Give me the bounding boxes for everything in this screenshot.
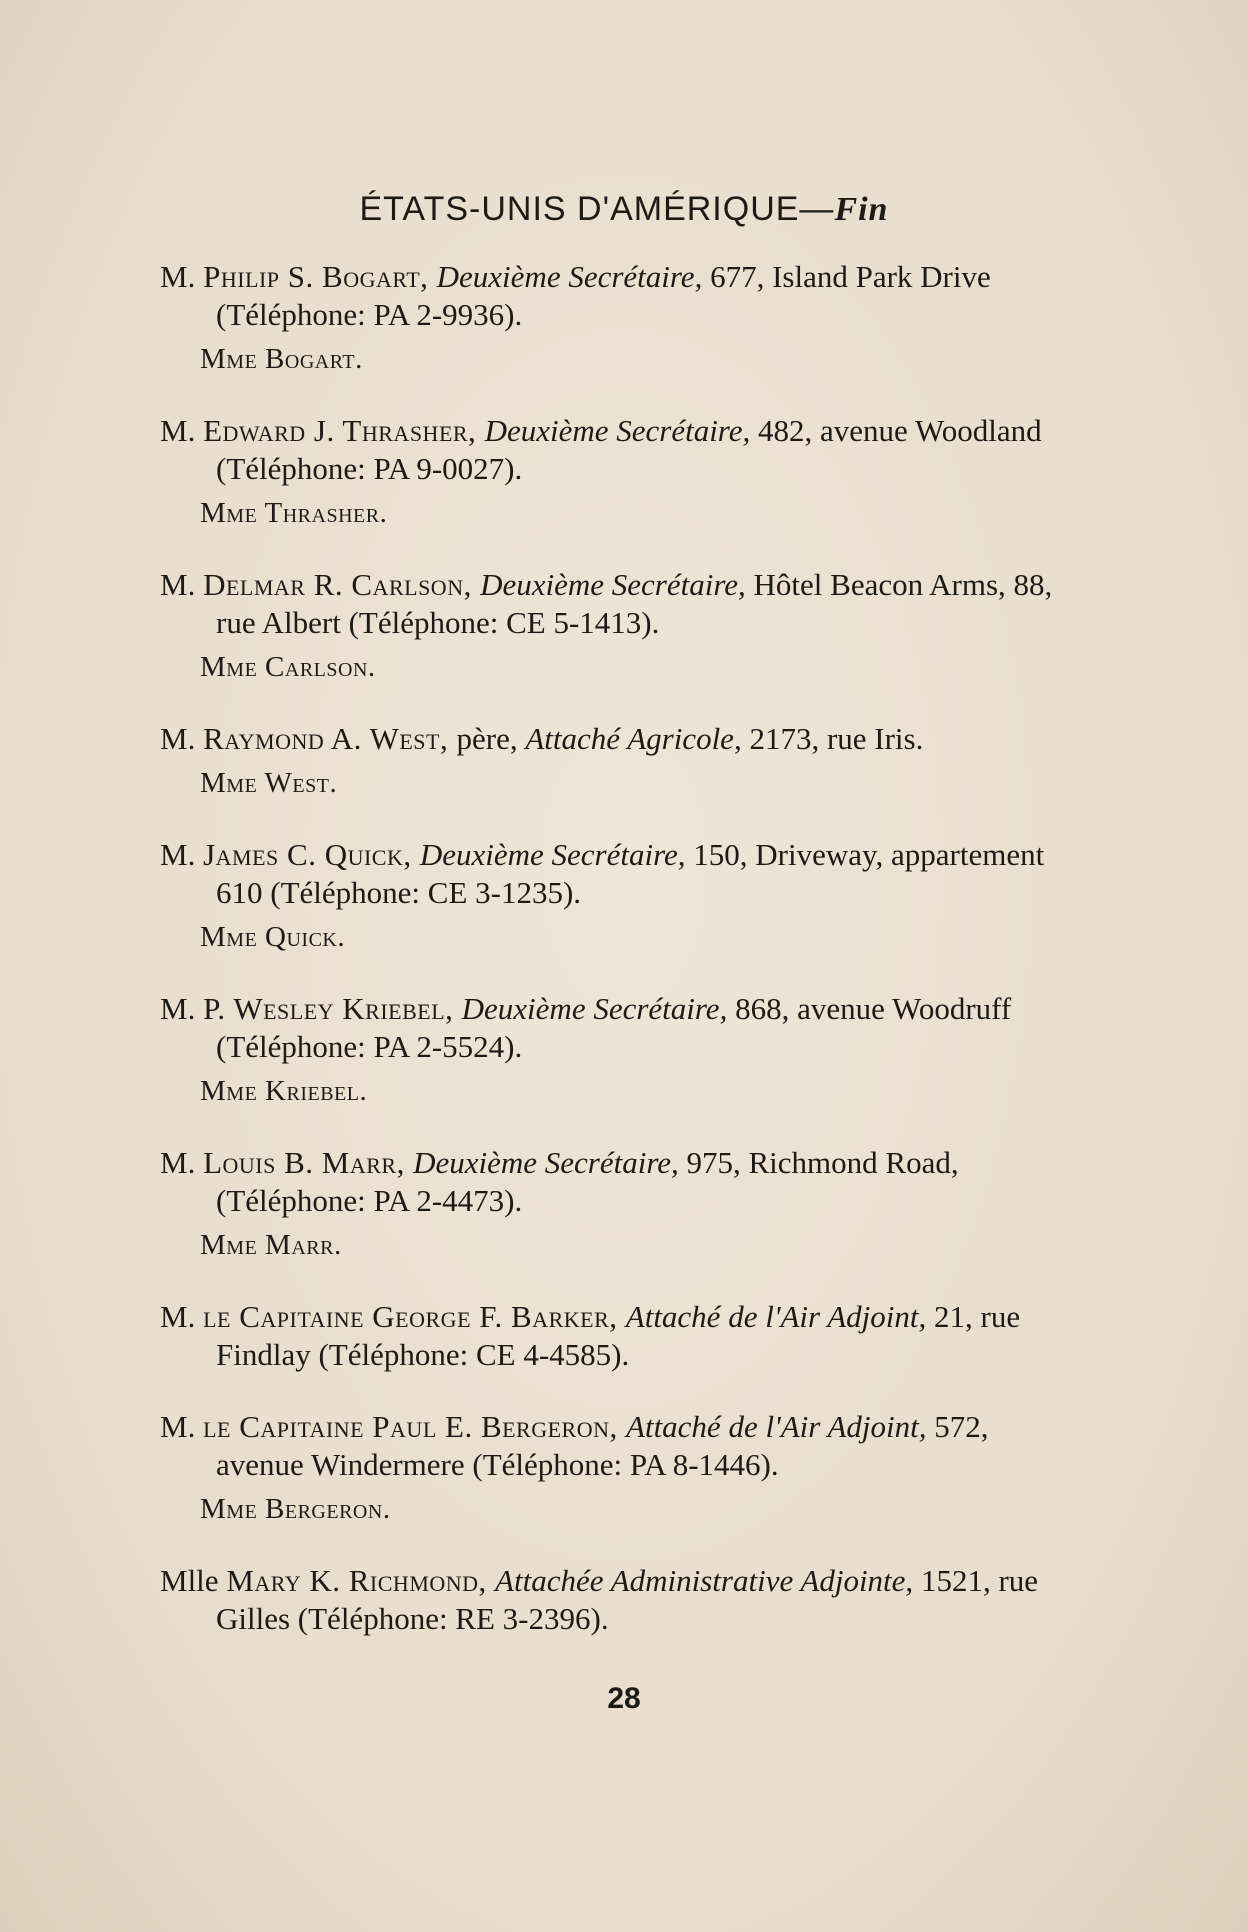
entry-text — [160, 566, 1075, 642]
entry-spouse: Mme West. — [200, 767, 338, 799]
entry-spouse: Mme Kriebel. — [200, 1075, 368, 1107]
entry-spouse: Mme Bogart. — [200, 343, 363, 375]
entry-text — [160, 258, 1075, 334]
entry-prefix: Mlle — [160, 1563, 227, 1598]
entry-prefix: M. — [160, 1299, 204, 1334]
entry-name: Mary K. Richmond, — [226, 1563, 496, 1598]
entry-text — [160, 412, 1075, 488]
entry-prefix: M. — [160, 991, 204, 1026]
entry-name: Edward J. Thrasher, — [203, 413, 485, 448]
entry-prefix: M. — [160, 1409, 204, 1444]
list-item — [160, 720, 1075, 802]
entry-title: Deuxième Secrétaire, — [436, 259, 711, 294]
entry-prefix: M. — [160, 259, 204, 294]
list-item — [160, 1298, 1075, 1374]
entry-details: père, — [456, 721, 526, 756]
list-item — [160, 836, 1075, 956]
entry-text — [160, 720, 1075, 758]
entry-title: Attaché de l'Air Adjoint, — [626, 1409, 935, 1444]
entry-name: Delmar R. Carlson, — [203, 567, 481, 602]
entry-details: 868, avenue Woodruff (Téléphone: PA 2-5524). — [216, 991, 1012, 1064]
entry-prefix: M. — [160, 567, 204, 602]
entry-details-2: 2173, rue Iris. — [749, 721, 924, 756]
entry-name: Louis B. Marr, — [203, 1145, 414, 1180]
entry-title: Deuxième Secrétaire, — [461, 991, 736, 1026]
page-number: 28 — [607, 1682, 641, 1715]
entry-text — [160, 836, 1075, 912]
entry-name: le Capitaine Paul E. Bergeron, — [203, 1409, 627, 1444]
entry-spouse: Mme Carlson. — [200, 651, 376, 683]
entry-details: 150, Driveway, appartement 610 (Téléphone: CE 3-1235). — [216, 837, 1045, 910]
entry-details: 677, Island Park Drive (Téléphone: PA 2-9936). — [216, 259, 991, 332]
entry-title: Deuxième Secrétaire, — [484, 413, 758, 448]
entry-text — [160, 1144, 1075, 1220]
entry-name: le Capitaine George F. Barker, — [203, 1299, 626, 1334]
entry-spouse: Mme Marr. — [200, 1229, 342, 1261]
entry-prefix: M. — [160, 413, 204, 448]
entry-title: Deuxième Secrétaire, — [419, 837, 694, 872]
list-item — [160, 258, 1075, 378]
heading-suffix: Fin — [834, 191, 889, 228]
entry-details: 482, avenue Woodland (Téléphone: PA 9-0027). — [216, 413, 1042, 486]
entry-text — [160, 1298, 1075, 1374]
list-item — [160, 412, 1075, 532]
heading-title: ÉTATS-UNIS D'AMÉRIQUE— — [359, 190, 835, 228]
entry-prefix: M. — [160, 837, 204, 872]
list-item — [160, 1408, 1075, 1528]
entry-spouse: Mme Bergeron. — [200, 1493, 391, 1525]
entry-text — [160, 1408, 1075, 1484]
entry-name: P. Wesley Kriebel, — [203, 991, 462, 1026]
entry-title: Attaché Agricole, — [525, 721, 750, 756]
entry-name: Philip S. Bogart, — [203, 259, 437, 294]
entry-spouse: Mme Thrasher. — [200, 497, 388, 529]
entry-details: 975, Richmond Road, (Téléphone: PA 2-4473). — [216, 1145, 959, 1218]
entry-details: 572, avenue Windermere (Téléphone: PA 8-1446). — [216, 1409, 989, 1482]
directory-list — [160, 258, 1075, 1672]
entry-details: Hôtel Beacon Arms, 88, rue Albert (Téléphone: CE 5-1413). — [216, 567, 1053, 640]
entry-title: Deuxième Secrétaire, — [413, 1145, 687, 1180]
entry-name: James C. Quick, — [203, 837, 420, 872]
list-item — [160, 1562, 1075, 1638]
entry-text — [160, 990, 1075, 1066]
entry-spouse: Mme Quick. — [200, 921, 346, 953]
list-item — [160, 1144, 1075, 1264]
entry-details: 1521, rue Gilles (Téléphone: RE 3-2396). — [216, 1563, 1039, 1636]
entry-text — [160, 1562, 1075, 1638]
entry-details: 21, rue Findlay (Téléphone: CE 4-4585). — [216, 1299, 1021, 1372]
entry-prefix: M. — [160, 721, 204, 756]
page-heading — [0, 190, 1248, 229]
entry-name: Raymond A. West, — [203, 721, 457, 756]
list-item — [160, 990, 1075, 1110]
entry-title: Attachée Administrative Adjointe, — [495, 1563, 921, 1598]
entry-prefix: M. — [160, 1145, 204, 1180]
list-item — [160, 566, 1075, 686]
entry-title: Attaché de l'Air Adjoint, — [625, 1299, 935, 1334]
entry-title: Deuxième Secrétaire, — [480, 567, 754, 602]
